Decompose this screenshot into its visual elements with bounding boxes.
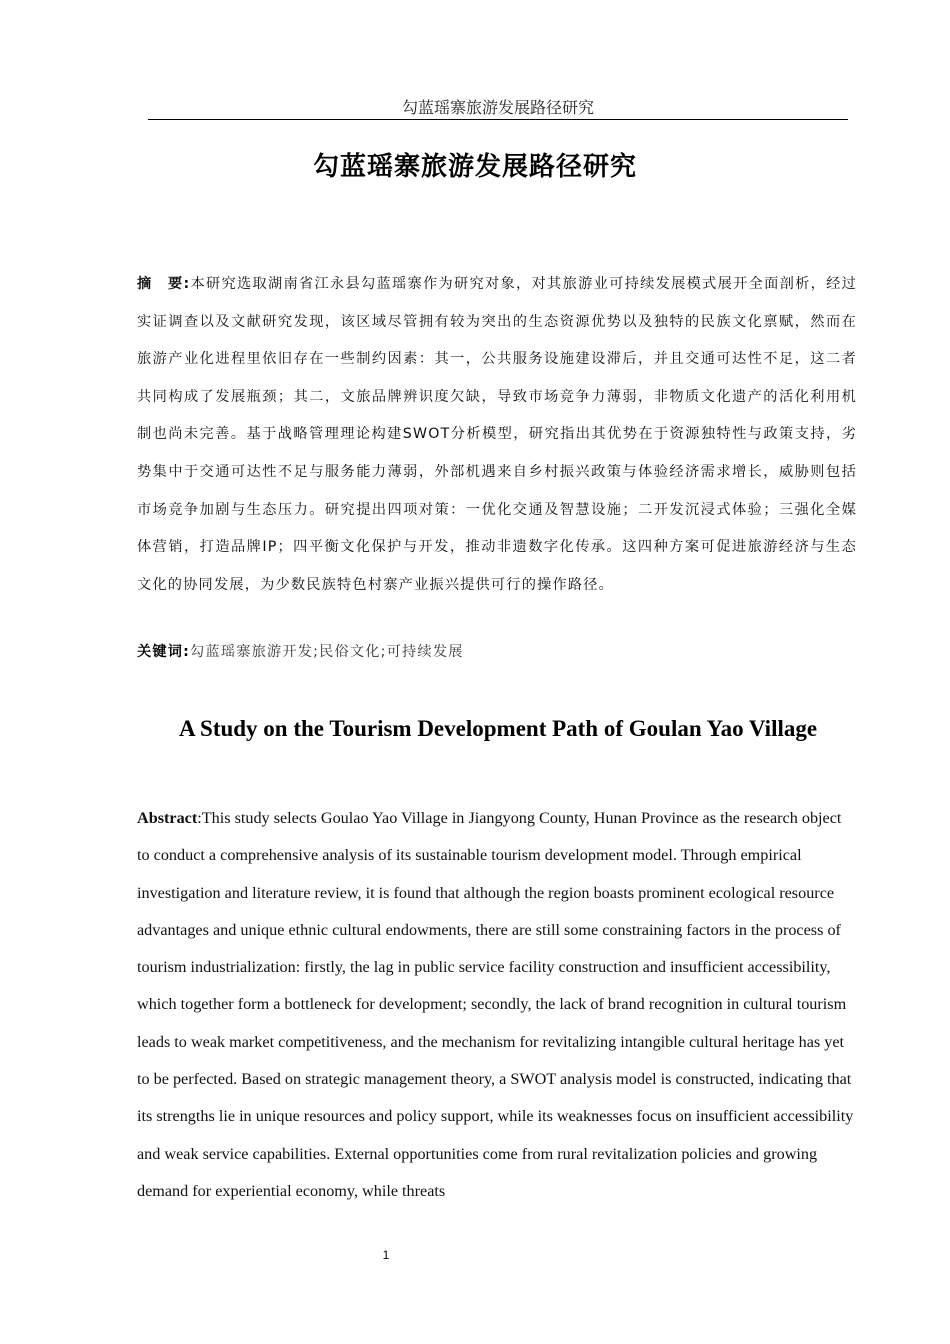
chinese-keywords-text: 勾蓝瑶寨旅游开发;民俗文化;可持续发展 bbox=[190, 644, 464, 660]
chinese-abstract-text: 本研究选取湖南省江永县勾蓝瑶寨作为研究对象，对其旅游业可持续发展模式展开全面剖析，经过实证调查以及文献研究发现，该区域尽管拥有较为突出的生态资源优势以及独特的民族文化禀赋，然而在旅游产业化进程里依旧存在一些制约因素：其一，公共服务设施建设滞后，并且交通可达性不足，这二者共同构成了发展瓶颈；其二，文旅品牌辨识度欠缺，导致市场竞争力薄弱，非物质文化遗产的活化利用机制也尚未完善。基于战略管理理论构建SWOT分析模型，研究指出其优势在于资源独特性与政策支持，劣势集中于交通可达性不足与服务能力薄弱，外部机遇来自乡村振兴政策与体验经济需求增长，威胁则包括市场竞争加剧与生态压力。研究提出四项对策：一优化交通及智慧设施；二开发沉浸式体验；三强化全媒体营销，打造品牌IP；四平衡文化保护与开发，推动非遗数字化传承。这四种方案可促进旅游经济与生态文化的协同发展，为少数民族特色村寨产业振兴提供可行的操作路径。 bbox=[137, 276, 857, 593]
english-abstract bbox=[137, 800, 857, 1210]
page-number: 1 bbox=[382, 1248, 390, 1262]
english-abstract-label: Abstract bbox=[137, 809, 198, 827]
chinese-keywords-label: 关键词: bbox=[137, 644, 191, 660]
english-title: A Study on the Tourism Development Path of Goulan Yao Village bbox=[178, 716, 818, 741]
header-rule bbox=[148, 119, 848, 120]
chinese-abstract bbox=[137, 266, 857, 604]
chinese-keywords bbox=[137, 639, 857, 665]
english-abstract-text: :This study selects Goulao Yao Village in Jiangyong County, Hunan Province as the research object to conduct a comprehensive analysis of its sustainable tourism development model. Through empirical investigation and literature review, it is found that although the region boasts prominent ecological resource advantages and unique ethnic cultural endowments, there are still some constraining factors in the process of tourism industrialization: firstly, the lag in public service facility construction and insufficient accessibility, which together form a bottleneck for development; secondly, the lack of brand recognition in cultural tourism leads to weak market competitiveness, and the mechanism for revitalizing intangible cultural heritage has yet to be perfected. Based on strategic management theory, a SWOT analysis model is constructed, indicating that its strengths lie in unique resources and policy support, while its weaknesses focus on insufficient accessibility and weak service capabilities. External opportunities come from rural revitalization policies and growing demand for experiential economy, while threats bbox=[137, 809, 854, 1200]
running-header: 勾蓝瑶寨旅游发展路径研究 bbox=[401, 98, 594, 117]
chinese-title: 勾蓝瑶寨旅游发展路径研究 bbox=[312, 152, 637, 182]
chinese-abstract-label: 摘 要: bbox=[137, 276, 191, 292]
